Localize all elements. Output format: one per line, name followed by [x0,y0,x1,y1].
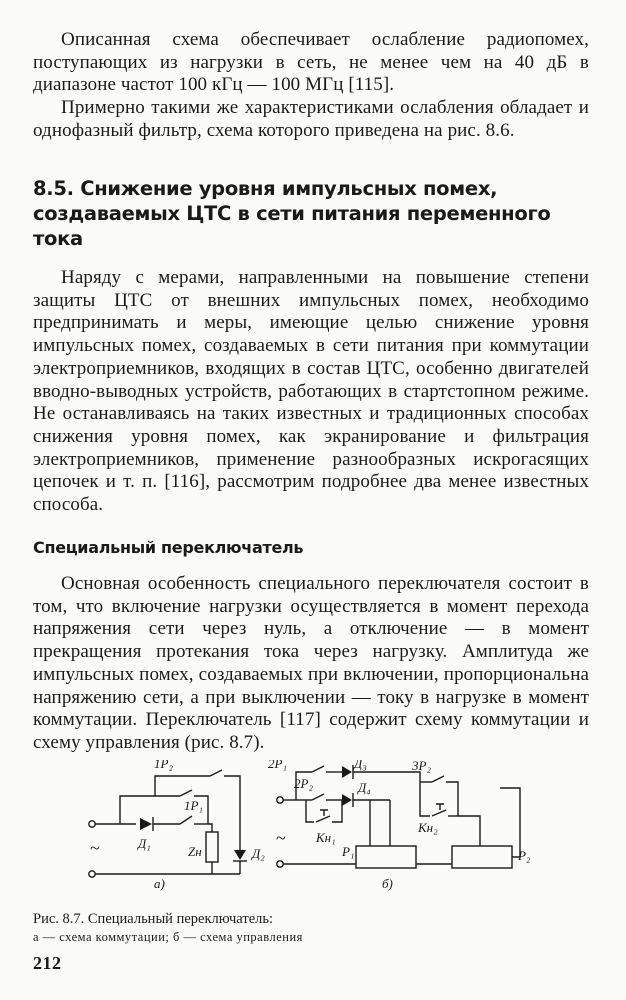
label-sub-b: б) [382,876,393,891]
section-heading: 8.5. Снижение уровня импульсных помех, создаваемых ЦТС в сети питания переменного тока [33,177,551,250]
label-2p1: 2P₁ [268,760,287,771]
terminal-a-bottom [89,871,95,877]
label-d1: Д₁ [138,836,151,851]
terminal-b-bottom [277,861,283,867]
contact-1p1 [180,816,192,824]
label-3p2: 3P₂ [412,760,431,773]
contact-2p1 [312,766,324,772]
diode-d3 [342,766,352,778]
label-tilde-a: ~ [90,838,100,858]
subsection-heading: Специальный переключатель [33,538,304,557]
contact-2p2 [312,794,324,800]
page-number: 212 [33,953,62,973]
contact-3p2 [432,776,444,782]
terminal-a-top [89,821,95,827]
label-d2: Д₂ [252,846,265,861]
label-1p2: 1P₂ [154,760,173,771]
figure-caption: Рис. 8.7. Специальный переключатель: [33,911,274,927]
paragraph-4: Основная особенность специального переключателя состоит в том, что включение нагрузки осуществляется в момент перехода напряжения сети через нуль, а отключение — в момент прекращения протекания тока через нагрузку. Амплитуда же импульсных помех, создаваемых при включении, пропорциональна напряжению сети, а при выключении — току в нагрузке в момент коммутации. Переключатель [117] содержит схему коммутации и схему управления (рис. 8.7). [33,573,589,753]
diode-d1 [140,818,152,830]
label-d3: Д₃ [354,760,367,771]
label-kn1: Кн₁ [316,830,336,845]
diode-d4 [342,794,352,806]
figure-8-7-schematic [80,760,540,900]
relay-coil-p1 [356,846,416,868]
paragraph-1: Описанная схема обеспечивает ослабление радиопомех, поступающих из нагрузки в сеть, не менее чем на 40 дБ в диапазоне частот 100 кГц — 100 МГц [115]. [33,29,589,96]
switching-circuit [89,760,265,891]
label-d4: Д₄ [358,780,371,795]
relay-coil-p2 [452,846,512,868]
contact-1p2 [210,770,222,776]
label-p1-coil: P₁ [342,844,355,859]
diode-d2 [234,850,246,860]
paragraph-2: Примерно такими же характеристиками ослабления обладает и однофазный фильтр, схема которого приведена на рис. 8.6. [33,97,589,141]
load-zn [206,832,218,862]
label-1p1: 1P₁ [184,798,203,813]
figure-legend: а — схема коммутации; б — схема управления [33,930,303,944]
terminal-b-top [277,797,283,803]
label-tilde-b: ~ [276,828,286,848]
label-2p2: 2P₂ [294,776,313,791]
label-zn: Zн [188,844,202,859]
contact-1p1-upper [180,790,192,796]
button-kn1 [316,816,330,822]
label-kn2: Кн₂ [418,820,438,835]
label-p2-coil: P₂ [518,848,531,863]
button-kn2 [432,810,446,816]
label-sub-a: а) [154,876,165,891]
control-circuit [268,760,531,891]
paragraph-3: Наряду с мерами, направленными на повышение степени защиты ЦТС от внешних импульсных помех, необходимо предпринимать и меры, имеющие целью снижение уровня импульсных помех, создаваемых в сети питания при коммутации электроприемников, входящих в состав ЦТС, особенно двигателей вводно-выводных устройств, работающих в стартстопном режиме. Не останавливаясь на таких известных и традиционных способах снижения уровня помех, как экранирование и фильтрация электроприемников, применение разнообразных искрогасящих цепочек и т. п. [116], рассмотрим подробнее два менее известных способа. [33,267,589,516]
